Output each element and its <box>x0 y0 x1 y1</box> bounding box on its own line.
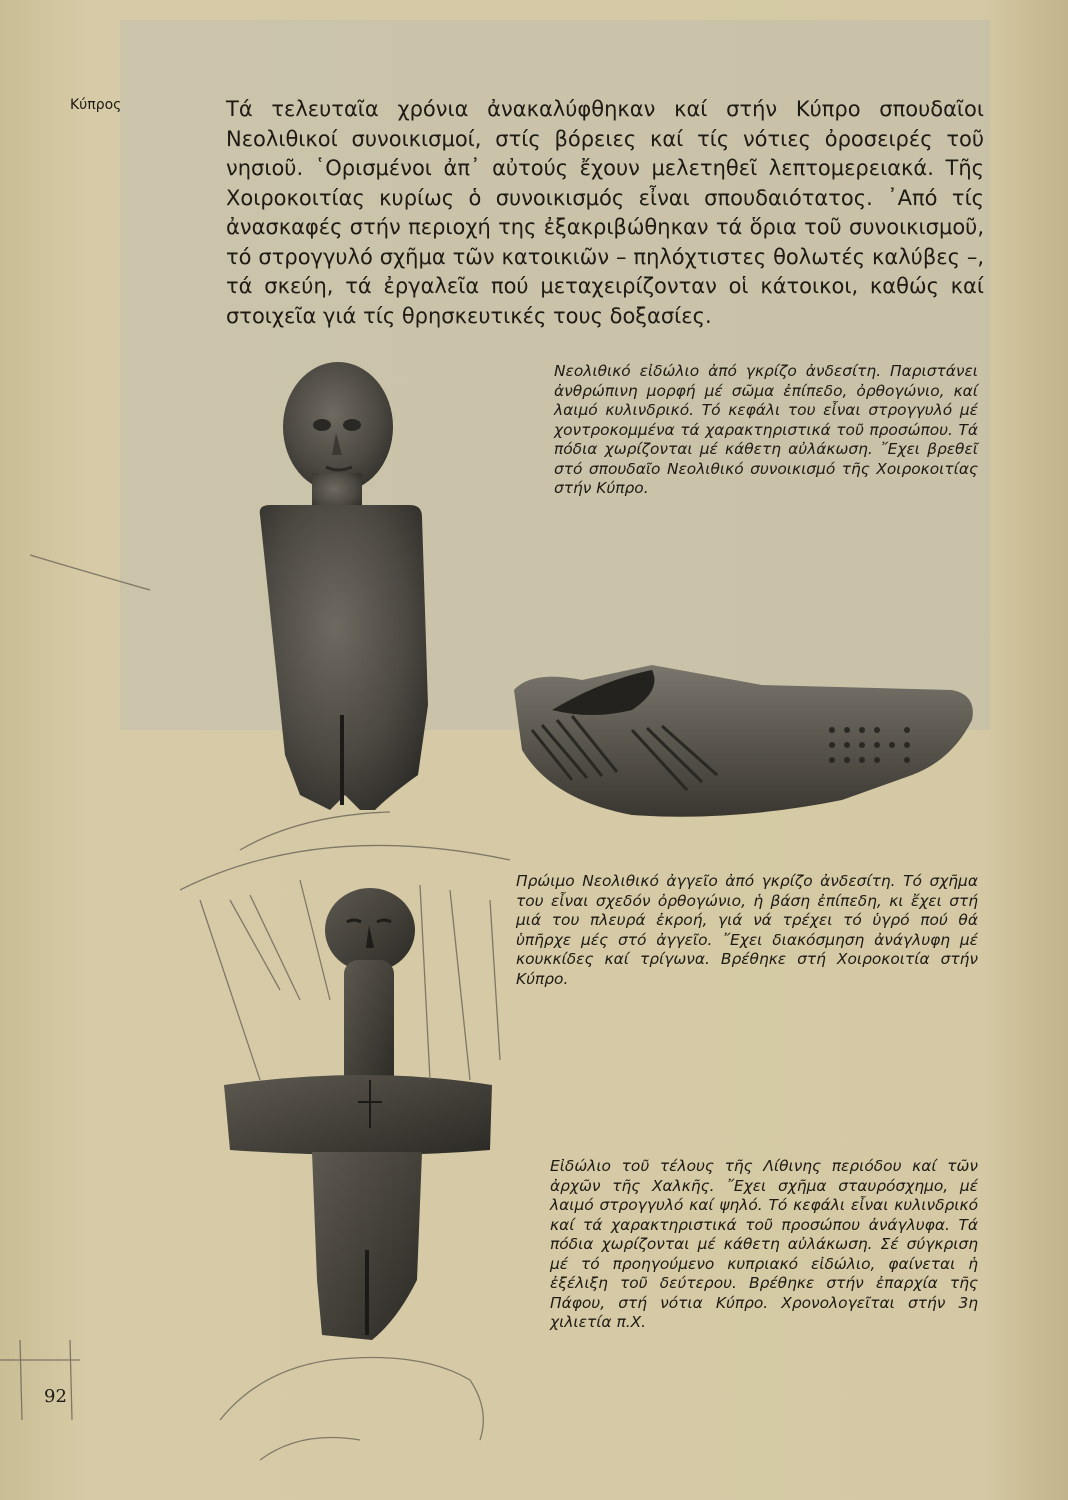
caption-stone-vessel: Πρώιμο Νεολιθικό ἀγγεῖο ἀπό γκρίζο ἀνδεσίτη. Τό σχῆμα του εἶναι σχεδόν ὀρθογώνιο, ἡ βάση ἐπίπεδη, κι ἔχει στή μιά του πλευρά ἐκροή, γιά νά τρέχει τό ὑγρό πού θά ὑπῆρχε μές στό ἀγγεῖο. ῎Εχει διακόσμηση ἀνάγλυφη μέ κουκκίδες καί τρίγωνα. Βρέθηκε στή Χοιροκοιτία στήν Κύπρο. <box>516 872 978 988</box>
main-text <box>226 95 984 331</box>
section-label: Κύπρος <box>70 97 122 113</box>
photo-stone-figurine <box>240 355 480 820</box>
main-paragraph: Τά τελευταῖα χρόνια ἀνακαλύφθηκαν καί στήν Κύπρο σπουδαῖοι Νεολιθικοί συνοικισμοί, στίς βόρειες καί τίς νότιες ὀροσειρές τοῦ νησιοῦ. ῾Ορισμένοι ἀπ᾽ αὐτούς ἔχουν μελετηθεῖ λεπτομερειακά. Τῆς Χοιροκοιτίας κυρίως ὁ συνοικισμός εἶναι σπουδαιότατος. ᾽Από τίς ἀνασκαφές στήν περιοχή της ἐξακριβώθηκαν τά ὅρια τοῦ συνοικισμοῦ, τό στρογγυλό σχῆμα τῶν κατοικιῶν – πηλόχτιστες θολωτές καλύβες –, τά σκεύη, τά ἐργαλεῖα πού μεταχειρίζονταν οἱ κάτοικοι, καθώς καί στοιχεῖα γιά τίς θρησκευτικές τους δοξασίες. <box>226 97 984 328</box>
photo-stone-vessel <box>512 650 982 825</box>
photo-cruciform-figurine <box>222 880 512 1400</box>
caption-cruciform-figurine: Εἰδώλιο τοῦ τέλους τῆς Λίθινης περιόδου καί τῶν ἀρχῶν τῆς Χαλκῆς. ῎Εχει σχῆμα σταυρόσχημο, μέ λαιμό στρογγυλό καί ψηλό. Τό κεφάλι εἶναι κυλινδρικό καί τά χαρακτηριστικά τοῦ προσώπου ἀνάγλυφα. Τά πόδια χωρίζονται μέ κάθετη αὐλάκωση. Σέ σύγκριση μέ τό προηγούμενο κυπριακό εἰδώλιο, φαίνεται ἡ ἐξέλιξη τοῦ δεύτερου. Βρέθηκε στήν ἐπαρχία τῆς Πάφου, στή νότια Κύπρο. Χρονολογεῖται στήν 3η χιλιετία π.Χ. <box>550 1157 978 1331</box>
caption-stone-figurine: Νεολιθικό εἰδώλιο ἀπό γκρίζο ἀνδεσίτη. Παριστάνει ἀνθρώπινη μορφή μέ σῶμα ἐπίπεδο, ὀρθογώνιο, καί λαιμό κυλινδρικό. Τό κεφάλι του εἶναι στρογγυλό μέ χοντροκομμένα τά χαρακτηριστικά τοῦ προσώπου. Τά πόδια χωρίζονται μέ κάθετη αὐλάκωση. ῎Εχει βρεθεῖ στό σπουδαῖο Νεολιθικό συνοικισμό τῆς Χοιροκοιτίας στήν Κύπρο. <box>554 362 978 497</box>
page-number: 92 <box>44 1386 67 1407</box>
